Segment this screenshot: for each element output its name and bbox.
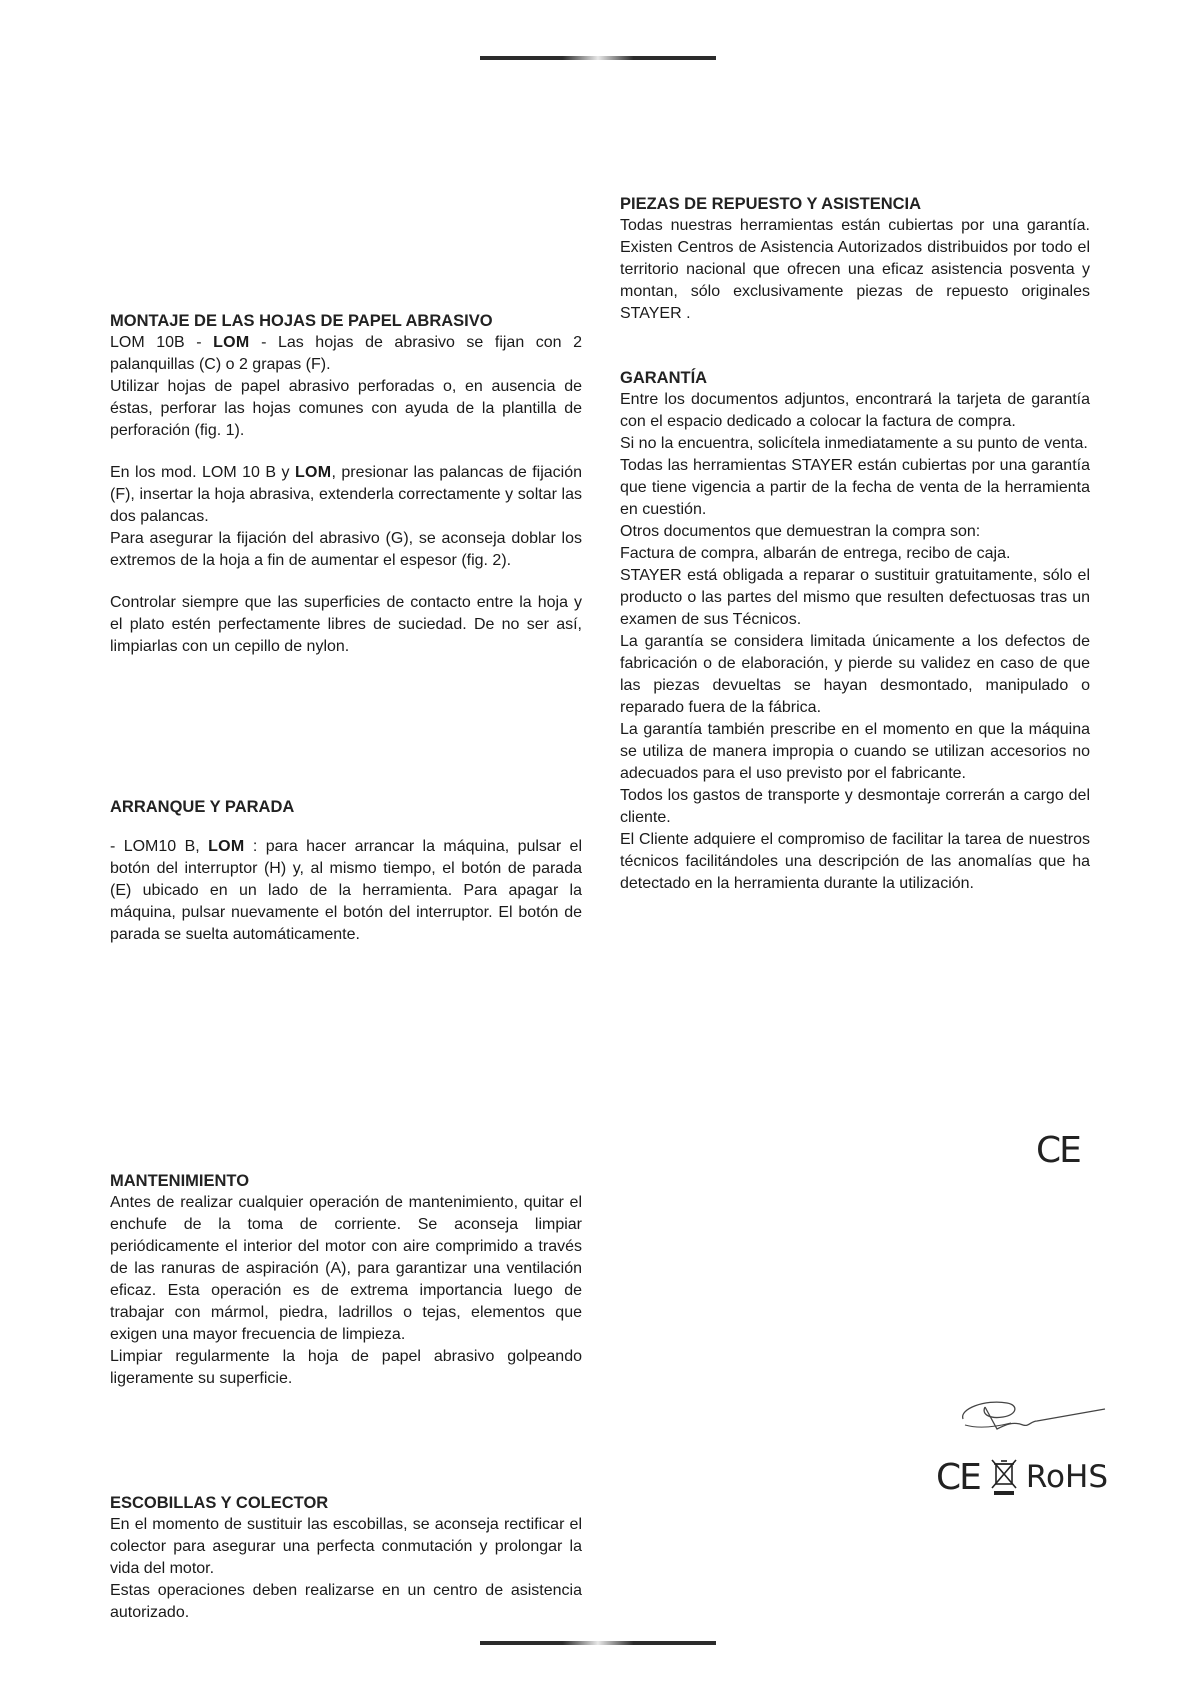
compliance-marks [936,1452,1116,1502]
section-title-escobillas: ESCOBILLAS Y COLECTOR [110,1494,329,1512]
montaje-paragraph-1 [110,332,582,376]
montaje-p3-text-a: En los mod. LOM 10 B y [110,464,295,481]
montaje-p1-text-a: LOM 10B - [110,334,214,351]
section-title-arranque: ARRANQUE Y PARADA [110,798,295,816]
section-piezas [620,193,1090,325]
garantia-paragraph-2: Si no la encuentra, solicítela inmediatamente a su punto de venta. [620,435,1088,452]
arranque-p1-text-a: - LOM10 B, [110,838,209,855]
garantia-paragraph-6: STAYER está obligada a reparar o sustituir gratuitamente, sólo el producto o las partes del mismo que resulten defectuosas tras un examen de sus Técnicos. [620,567,1090,628]
montaje-p1-text-b: - Las hojas de abrasivo se fijan con 2 palanquillas (C) o 2 grapas (F). [110,334,582,373]
section-mantenimiento [110,1170,582,1390]
arranque-p1-text-b: : para hacer arrancar la máquina, pulsar el botón del interruptor (H) y, al mismo tiempo, el botón de parada (E) ubicado en un lado de la herramienta. Para apagar la máquina, pulsar nuevamente el botón del interruptor. El botón de parada se suelta automáticamente. [110,838,583,943]
montaje-paragraph-3 [110,462,582,528]
section-title-montaje: MONTAJE DE LAS HOJAS DE PAPEL ABRASIVO [110,312,493,330]
escobillas-paragraph-2: Estas operaciones deben realizarse en un centro de asistencia autorizado. [110,1582,582,1621]
montaje-paragraph-4: Para asegurar la fijación del abrasivo (G), se aconseja doblar los extremos de la hoja a fin de aumentar el espesor (fig. 2). [110,530,582,569]
garantia-paragraph-4: Otros documentos que demuestran la compra son: [620,523,981,540]
garantia-paragraph-10: El Cliente adquiere el compromiso de facilitar la tarea de nuestros técnicos facilitándoles una descripción de las anomalías que ha detectado en la herramienta durante la utilización. [620,831,1090,892]
signature-icon [955,1385,1115,1445]
piezas-paragraph-1: Todas nuestras herramientas están cubiertas por una garantía. Existen Centros de Asistencia Autorizados distribuidos por todo el territorio nacional que ofrecen una eficaz asistencia posventa y montan, sólo exclusivamente piezas de repuesto originales STAYER . [620,217,1090,322]
top-decorative-rule [480,56,716,60]
section-title-garantia: GARANTÍA [620,369,708,387]
garantia-paragraph-7: La garantía se considera limitada únicamente a los defectos de fabricación o de elaboración, y pierde su validez en caso de que las piezas devueltas se hayan desmontado, manipulado o reparado fuera de la fábrica. [620,633,1090,716]
garantia-paragraph-5: Factura de compra, albarán de entrega, recibo de caja. [620,545,1011,562]
montaje-p3-lom: LOM [294,464,332,481]
section-title-mantenimiento: MANTENIMIENTO [110,1172,250,1190]
bottom-decorative-rule [480,1641,716,1645]
section-garantia [620,367,1090,895]
garantia-paragraph-3: Todas las herramientas STAYER están cubiertas por una garantía que tiene vigencia a partir de la fecha de venta de la herramienta en cuestión. [620,457,1090,518]
weee-crossed-bin-icon [990,1458,1018,1496]
montaje-p1-lom: LOM [213,334,250,351]
montaje-paragraph-5: Controlar siempre que las superficies de contacto entre la hoja y el plato estén perfectamente libres de suciedad. De no ser así, limpiarlas con un cepillo de nylon. [110,594,582,655]
escobillas-paragraph-1: En el momento de sustituir las escobillas, se aconseja rectificar el colector para asegurar una perfecta conmutación y prolongar la vida del motor. [110,1516,582,1577]
section-montaje [110,310,582,658]
montaje-paragraph-2: Utilizar hojas de papel abrasivo perforadas o, en ausencia de éstas, perforar las hojas comunes con ayuda de la plantilla de perforación (fig. 1). [110,378,582,439]
garantia-paragraph-1: Entre los documentos adjuntos, encontrará la tarjeta de garantía con el espacio dedicado a colocar la factura de compra. [620,391,1090,430]
ce-mark: CE [1036,1130,1080,1171]
montaje-p3-text-b: , presionar las palancas de fijación (F), insertar la hoja abrasiva, extenderla correctamente y soltar las dos palancas. [110,464,582,525]
mantenimiento-paragraph-1: Antes de realizar cualquier operación de mantenimiento, quitar el enchufe de la toma de corriente. Se aconseja limpiar periódicamente el interior del motor con aire comprimido a través de las ranuras de aspiración (A), para garantizar una ventilación eficaz. Esta operación es de extrema importancia luego de trabajar con mármol, piedra, ladrillos o tejas, elementos que exigen una mayor frecuencia de limpieza. [110,1194,582,1343]
arranque-p1-lom: LOM [208,838,245,855]
rohs-mark: RoHS [1025,1459,1108,1495]
arranque-paragraph-1 [110,836,582,946]
ce-mark-small: CE [936,1456,980,1498]
garantia-paragraph-9: Todos los gastos de transporte y desmontaje correrán a cargo del cliente. [620,787,1090,826]
section-arranque [110,796,582,946]
mantenimiento-paragraph-2: Limpiar regularmente la hoja de papel abrasivo golpeando ligeramente su superficie. [110,1348,582,1387]
garantia-paragraph-8: La garantía también prescribe en el momento en que la máquina se utiliza de manera impropia o cuando se utilizan accesorios no adecuados para el uso previsto por el fabricante. [620,721,1090,782]
section-title-piezas: PIEZAS DE REPUESTO Y ASISTENCIA [620,195,922,213]
section-escobillas [110,1492,582,1624]
